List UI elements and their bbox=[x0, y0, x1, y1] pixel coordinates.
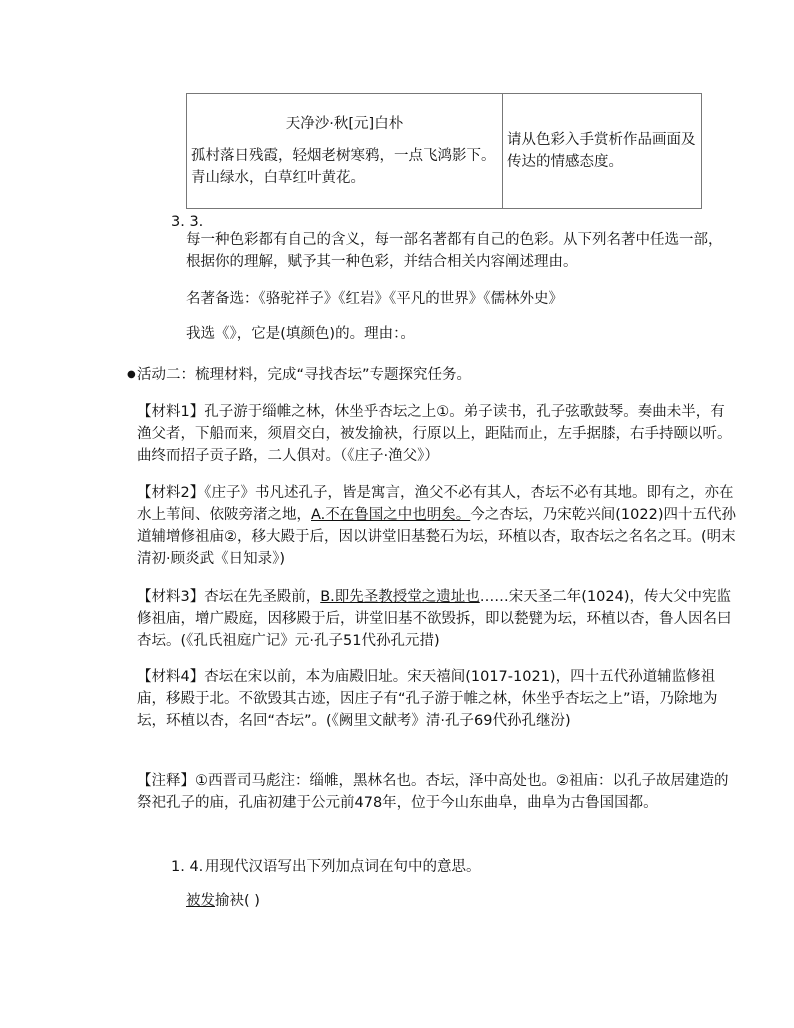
poem-task-cell bbox=[503, 94, 702, 209]
poem-cell bbox=[187, 94, 503, 209]
poem-table bbox=[186, 93, 702, 209]
material-3-before: 【材料3】杏坛在先圣殿前， bbox=[137, 589, 321, 605]
question-3-prompt: 每一种色彩都有自己的含义，每一部名著都有自己的色彩。从下列名著中任选一部，根据你的理解，赋予其一种色彩，并结合相关内容阐述理由。 bbox=[186, 232, 723, 270]
activity-2-bullet: ● bbox=[127, 369, 136, 380]
material-3 bbox=[137, 586, 737, 652]
material-2-before: 【材料2】《庄子》书凡述孔子，皆是寓言，渔父不必有其人，杏坛不必有其地。即有之，亦在水上苇间、依陂旁渚之地， bbox=[137, 485, 734, 523]
material-3-underlined-b: B.即先圣教授堂之遗址也 bbox=[320, 589, 480, 605]
question-3-answer-template: 我选《》，它是(填颜色)的。理由：。 bbox=[186, 326, 415, 342]
question-4-item-rest: 揄袂( ) bbox=[215, 893, 260, 909]
question-4-item bbox=[186, 890, 726, 912]
question-4-number: 1. 4. bbox=[171, 859, 204, 875]
question-3-number: 3. 3. bbox=[171, 214, 204, 230]
poem-title: 天净沙·秋[元]白朴 bbox=[285, 116, 404, 132]
material-4: 【材料4】杏坛在宋以前，本为庙殿旧址。宋天禧间(1017-1021)，四十五代孙道辅监修祖庙，移殿于北。不欲毁其古迹，因庄子有“孔子游于帷之林，休坐乎杏坛之上”语，乃除地为坛，环植以杏，名回“杏坛”。(《阙里文献考》清·孔子69代孙孔继汾) bbox=[137, 669, 718, 729]
material-1: 【材料1】孔子游于缁帷之林，休坐乎杏坛之上①。弟子读书，孔子弦歌鼓琴。奏曲未半，有渔父者，下船而来，须眉交白，被发揄袂，行原以上，距陆而止，左手据膝，右手持颐以听。曲终而招子贡子路，二人俱对。（《庄子·渔父》） bbox=[137, 404, 732, 464]
material-2-underlined-a: A.不在鲁国之中也明矣。 bbox=[311, 507, 471, 523]
poem-body: 孤村落日残霞，轻烟老树寒鸦，一点飞鸿影下。青山绿水，白草红叶黄花。 bbox=[191, 148, 496, 186]
question-3-options: 名著备选：《骆驼祥子》《红岩》《平凡的世界》《儒林外史》 bbox=[186, 291, 563, 307]
material-2-after: 今之杏坛，乃宋乾兴间(1022)四十五代孙道辅增修祖庙②，移大殿于后，因以讲堂旧基甃石为坛，环植以杏，取杏坛之名名之耳。(明末清初·顾炎武《日知录》) bbox=[137, 507, 736, 567]
question-4-item-underlined: 被发 bbox=[186, 893, 215, 909]
material-2 bbox=[137, 482, 737, 570]
question-4-prompt: 用现代汉语写出下列加点词在句中的意思。 bbox=[205, 859, 481, 875]
poem-task: 请从色彩入手赏析作品画面及传达的情感态度。 bbox=[507, 132, 696, 170]
material-3-after: ……宋天圣二年(1024)，传大父中宪监修祖庙，增广殿庭，因移殿于后，讲堂旧基不欲毁拆，即以甃甓为坛，环植以杏，鲁人因名曰杏坛。(《孔氏祖庭广记》元·孔子51代孙孔元措) bbox=[137, 589, 732, 649]
note: 【注释】①西晋司马彪注：缁帷，黑林名也。杏坛，泽中高处也。②祖庙：以孔子故居建造的祭祀孔子的庙，孔庙初建于公元前478年，位于今山东曲阜，曲阜为古鲁国国都。 bbox=[137, 773, 729, 811]
activity-2-heading: 活动二：梳理材料，完成“寻找杏坛”专题探究任务。 bbox=[137, 367, 472, 383]
